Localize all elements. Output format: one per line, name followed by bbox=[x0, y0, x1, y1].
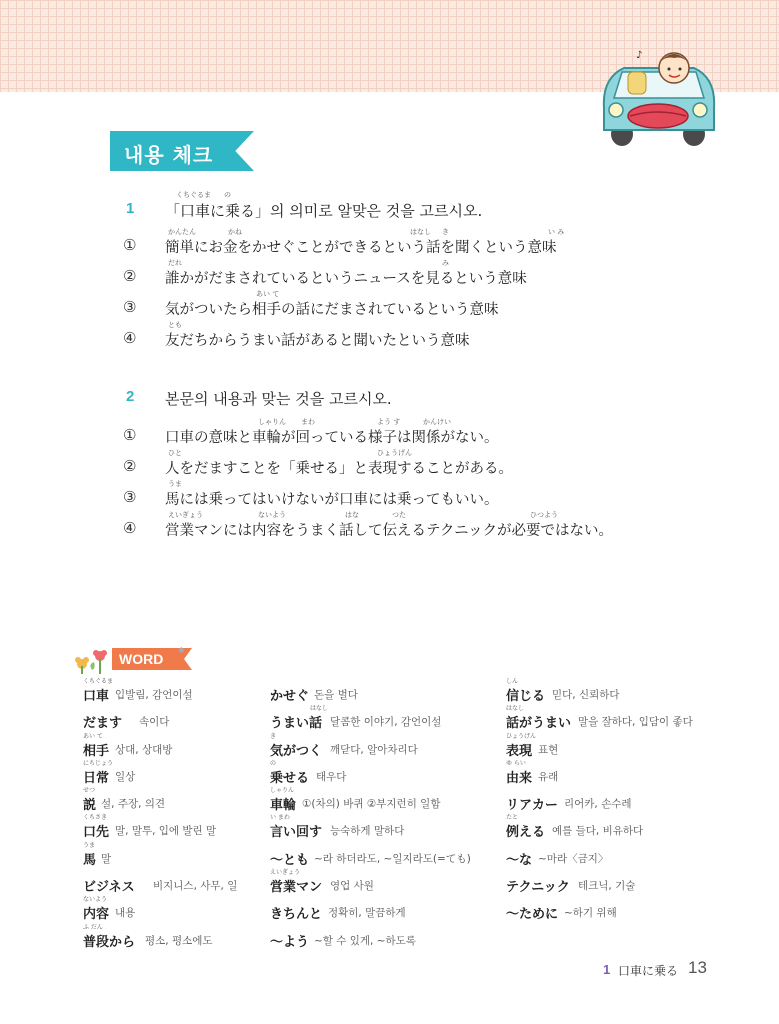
furigana: くちぐるま bbox=[83, 678, 114, 685]
word-term: 口車 bbox=[83, 689, 110, 704]
option-marker: ② bbox=[123, 457, 137, 475]
furigana: ひょうげん bbox=[506, 732, 537, 740]
word-entry bbox=[83, 678, 263, 710]
word-entry bbox=[270, 814, 500, 846]
option-marker: ④ bbox=[123, 519, 137, 537]
word-column-2 bbox=[270, 683, 500, 956]
word-entry bbox=[83, 896, 263, 928]
page-number: 13 bbox=[688, 958, 707, 977]
furigana: ひと bbox=[168, 449, 182, 457]
word-meaning: 상대, 상대방 bbox=[115, 743, 173, 756]
word-meaning: ~하기 위해 bbox=[564, 907, 617, 920]
furigana: しゃりん bbox=[258, 418, 286, 426]
furigana: しん bbox=[506, 678, 519, 685]
word-meaning: 말 bbox=[101, 852, 112, 865]
word-entry bbox=[506, 732, 736, 765]
footer-chapter-number: 1 bbox=[603, 962, 611, 977]
word-entry bbox=[83, 841, 263, 874]
word-meaning: ~라 하더라도, ~일지라도(=ても) bbox=[314, 852, 471, 865]
word-meaning: 달콤한 이야기, 감언이설 bbox=[330, 716, 442, 729]
word-entry bbox=[83, 874, 263, 904]
word-term: 〜よう bbox=[270, 934, 310, 950]
option-text: 営業マンには内容をうまく話して伝えるテクニックが必要ではない。 bbox=[165, 523, 614, 539]
word-term: 日常 bbox=[83, 770, 110, 786]
option-text: 簡単にお金をかせぐことができるという話を聞くという意味 bbox=[165, 240, 557, 256]
word-meaning: 일상 bbox=[115, 770, 136, 783]
furigana: き bbox=[442, 228, 449, 236]
option-marker: ④ bbox=[123, 329, 137, 347]
word-meaning: 리어카, 손수레 bbox=[564, 798, 632, 811]
word-term: 由来 bbox=[506, 770, 533, 786]
word-term: 相手 bbox=[83, 743, 110, 759]
word-term: 普段から bbox=[83, 934, 136, 950]
word-entry bbox=[83, 710, 263, 737]
word-term: 表現 bbox=[506, 743, 533, 759]
word-meaning: 믿다, 신뢰하다 bbox=[552, 689, 620, 701]
furigana: はなし bbox=[410, 228, 431, 236]
furigana: み bbox=[442, 259, 449, 267]
word-meaning: 영업 사원 bbox=[330, 880, 374, 893]
furigana: とも bbox=[168, 321, 182, 329]
furigana: ないよう bbox=[258, 511, 286, 519]
furigana: ふ だん bbox=[83, 923, 103, 931]
word-meaning: 비지니스, 사무, 일 bbox=[153, 880, 238, 893]
question-number-2: 2 bbox=[126, 388, 135, 405]
furigana: はなし bbox=[310, 705, 329, 713]
word-meaning: ~마라〈금지〉 bbox=[538, 852, 609, 865]
word-entry bbox=[270, 787, 500, 822]
furigana: まわ bbox=[301, 418, 315, 426]
word-entry bbox=[506, 678, 736, 713]
word-meaning: 말을 잘하다, 입담이 좋다 bbox=[578, 716, 693, 729]
furigana: よう す bbox=[377, 418, 401, 426]
word-meaning: 테크닉, 기술 bbox=[578, 880, 636, 893]
furigana: の bbox=[224, 191, 231, 199]
word-term: 〜ために bbox=[506, 907, 559, 923]
furigana: はな bbox=[345, 511, 359, 519]
word-entry bbox=[270, 683, 500, 713]
furigana: ゆ らい bbox=[506, 759, 526, 767]
word-entry bbox=[270, 869, 500, 901]
option-marker: ① bbox=[123, 426, 137, 444]
word-term: 〜とも bbox=[270, 852, 310, 868]
word-term: 内容 bbox=[83, 907, 110, 923]
question-text-1: 「口車に乗る」의 의미로 알맞은 것을 고르시오. bbox=[165, 202, 483, 220]
section-title: 내용 체크 bbox=[124, 143, 214, 167]
word-term: 話がうまい bbox=[506, 716, 572, 732]
car-driver-illustration bbox=[594, 38, 724, 150]
word-term: 信じる bbox=[506, 689, 546, 704]
word-column-1 bbox=[83, 678, 263, 956]
word-meaning: 내용 bbox=[115, 907, 136, 920]
word-entry bbox=[83, 923, 263, 956]
word-entry bbox=[506, 792, 736, 822]
furigana: たと bbox=[506, 814, 519, 822]
word-entry bbox=[270, 847, 500, 877]
option-text: 人をだますことを「乗せる」と表現することがある。 bbox=[165, 461, 513, 477]
word-meaning: 유래 bbox=[538, 770, 559, 783]
word-term: 気がつく bbox=[270, 743, 323, 759]
option-text: 気がついたら相手の話にだまされているという意味 bbox=[165, 302, 499, 318]
furigana: ないよう bbox=[83, 896, 108, 904]
furigana: えいぎょう bbox=[270, 869, 301, 877]
furigana: ひつよう bbox=[530, 511, 558, 519]
option-text: 馬には乗ってはいけないが口車には乗ってもいい。 bbox=[165, 492, 499, 508]
furigana: あい て bbox=[256, 290, 280, 298]
furigana: しゃりん bbox=[270, 787, 295, 795]
word-entry bbox=[506, 901, 736, 928]
furigana: つた bbox=[392, 511, 406, 519]
word-entry bbox=[83, 814, 263, 846]
option-text: 口車の意味と車輪が回っている様子は関係がない。 bbox=[165, 430, 499, 446]
word-entry bbox=[506, 874, 736, 901]
word-entry bbox=[270, 759, 500, 795]
word-term: テクニック bbox=[506, 880, 570, 896]
furigana: うま bbox=[168, 480, 182, 488]
word-term: 説 bbox=[83, 798, 97, 814]
furigana: ひょうげん bbox=[377, 449, 412, 457]
furigana: あい て bbox=[83, 732, 103, 740]
word-meaning: 정확히, 말끔하게 bbox=[328, 907, 406, 920]
word-meaning: 말, 말투, 입에 발린 말 bbox=[115, 825, 217, 838]
word-entry bbox=[270, 929, 500, 956]
word-meaning: 속이다 bbox=[139, 716, 170, 729]
option-marker: ③ bbox=[123, 298, 137, 316]
furigana: せつ bbox=[83, 787, 96, 795]
option-marker: ② bbox=[123, 267, 137, 285]
word-meaning: 돈을 벌다 bbox=[314, 689, 358, 701]
word-section-label: WORD bbox=[119, 651, 164, 667]
furigana: うま bbox=[83, 841, 96, 849]
option-text: 誰かがだまされているというニュースを見るという意味 bbox=[165, 271, 527, 287]
furigana: くちさき bbox=[83, 814, 108, 822]
word-meaning: 능숙하게 말하다 bbox=[330, 825, 405, 838]
word-entry bbox=[83, 787, 263, 822]
word-term: ビジネス bbox=[83, 880, 135, 896]
furigana: の bbox=[270, 759, 277, 767]
svg-text:✱: ✱ bbox=[178, 646, 185, 655]
word-meaning: 태우다 bbox=[316, 770, 347, 783]
word-term: 車輪 bbox=[270, 798, 297, 814]
word-meaning: ①(차의) 바퀴 ②부지런히 일함 bbox=[302, 798, 441, 811]
word-term: 口先 bbox=[83, 825, 110, 841]
word-entry bbox=[270, 732, 500, 765]
word-entry bbox=[506, 814, 736, 846]
word-meaning: 입발림, 감언이설 bbox=[115, 689, 193, 701]
word-meaning: 표현 bbox=[538, 743, 559, 756]
word-term: 〜な bbox=[506, 852, 533, 868]
word-entry bbox=[270, 901, 500, 928]
word-entry bbox=[270, 705, 500, 737]
furigana: はなし bbox=[506, 705, 525, 713]
furigana: かんたん bbox=[168, 228, 196, 236]
word-term: 乗せる bbox=[270, 770, 310, 786]
furigana: かんけい bbox=[423, 418, 451, 426]
furigana: だれ bbox=[168, 259, 182, 267]
word-term: かせぐ bbox=[270, 689, 310, 704]
word-term: 言い回す bbox=[270, 825, 323, 841]
word-term: リアカー bbox=[506, 798, 558, 814]
word-meaning: 평소, 평소에도 bbox=[145, 934, 213, 947]
word-meaning: 설, 주장, 의견 bbox=[101, 798, 166, 811]
furigana: くちぐるま bbox=[176, 191, 211, 199]
furigana: い み bbox=[548, 228, 565, 236]
word-term: 例える bbox=[506, 825, 546, 841]
furigana: にちじょう bbox=[83, 759, 114, 767]
word-term: だます bbox=[83, 716, 123, 732]
furigana: えいぎょう bbox=[168, 511, 203, 519]
question-text-2: 본문의 내용과 맞는 것을 고르시오. bbox=[165, 390, 392, 408]
word-entry bbox=[506, 847, 736, 874]
option-marker: ③ bbox=[123, 488, 137, 506]
word-entry bbox=[506, 759, 736, 792]
word-meaning: 깨닫다, 알아차리다 bbox=[330, 743, 418, 756]
word-entry bbox=[83, 759, 263, 795]
furigana: かね bbox=[228, 228, 242, 236]
option-text: 友だちからうまい話があると聞いたという意味 bbox=[165, 333, 470, 349]
word-term: うまい話 bbox=[270, 716, 323, 732]
word-column-3 bbox=[506, 678, 736, 929]
word-meaning: ~할 수 있게, ~하도록 bbox=[314, 934, 416, 947]
furigana: き bbox=[270, 732, 277, 740]
word-meaning: 예를 들다, 비유하다 bbox=[552, 825, 644, 838]
word-term: きちんと bbox=[270, 907, 323, 923]
word-entry bbox=[506, 705, 736, 737]
furigana: い まわ bbox=[270, 814, 290, 822]
word-term: 馬 bbox=[83, 852, 97, 868]
option-marker: ① bbox=[123, 236, 137, 254]
svg-text:♪: ♪ bbox=[636, 50, 643, 61]
footer-chapter-title: 口車に乗る bbox=[618, 964, 679, 978]
question-number-1: 1 bbox=[126, 200, 135, 217]
word-term: 営業マン bbox=[270, 880, 323, 896]
